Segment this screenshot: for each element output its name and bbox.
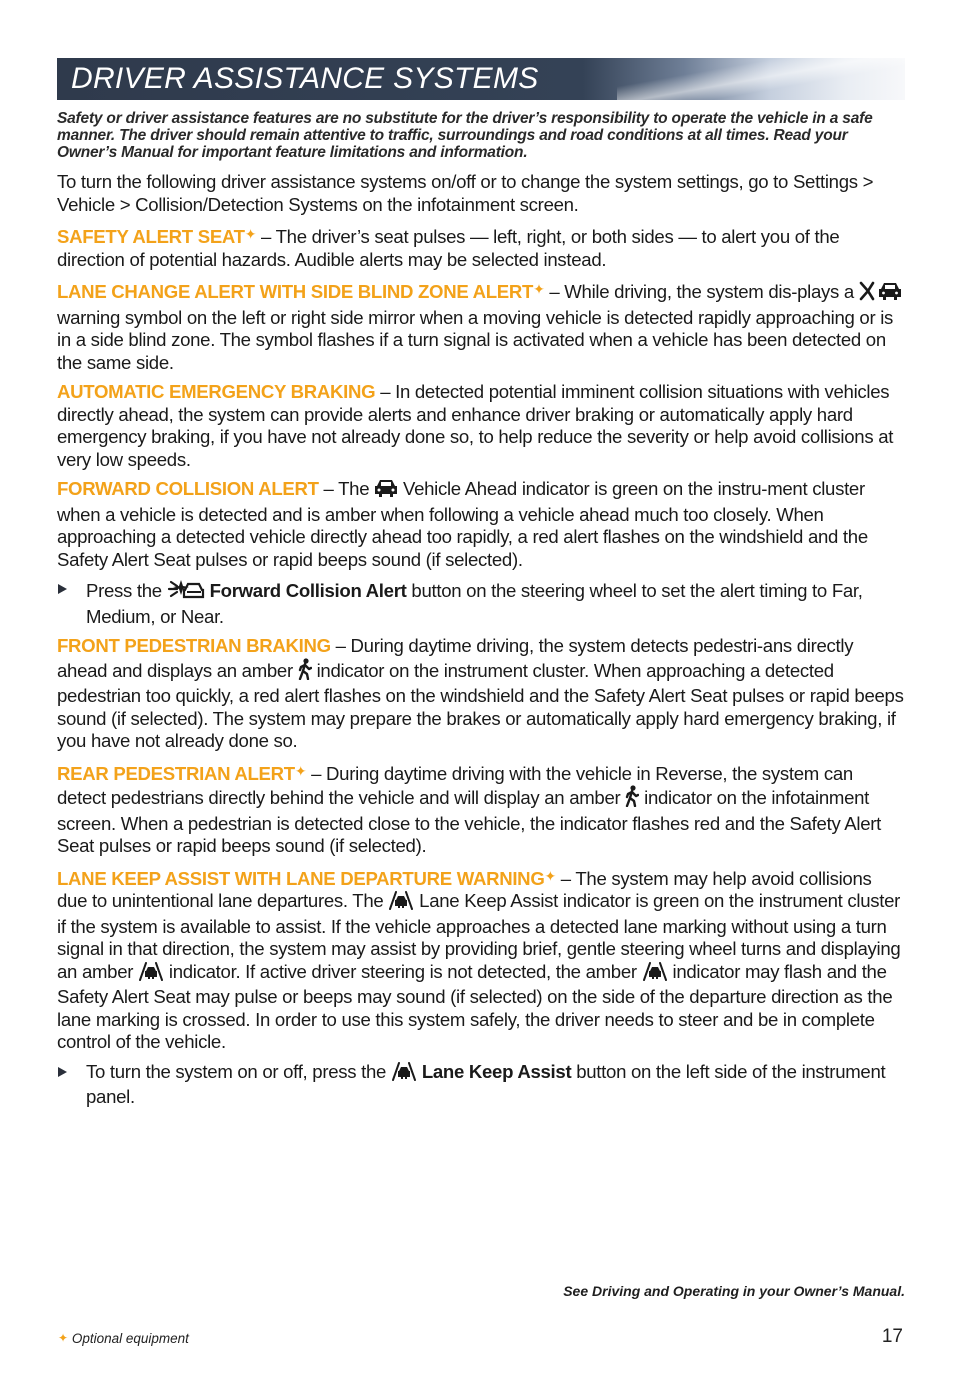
optional-star-icon: ✦ — [294, 762, 307, 779]
banner-highlight — [617, 58, 905, 100]
section-safety-alert-seat — [57, 223, 905, 271]
section-heading: FORWARD COLLISION ALERT — [57, 478, 319, 499]
section-body: Vehicle Ahead indicator is green on the instru-ment cluster when a vehicle is detected and is amber when following a vehicle ahead much too closely. When approaching a detected vehicle directly ahead too rapidly, a red alert flashes on the windshield and the Safety Alert Seat pulses or rapid beeps sound (if selected). — [57, 478, 868, 570]
section-heading: AUTOMATIC EMERGENCY BRAKING — [57, 381, 376, 402]
bullet-text: button on the steering wheel to set the alert timing to Far, Medium, or Near. — [86, 580, 863, 627]
section-body: – The — [318, 478, 375, 499]
section-body: – During daytime driving with the vehicle in Reverse, the system can detect pedestrians directly behind the vehicle and will display an amber — [57, 762, 853, 808]
section-body: – The driver’s seat pulses — left, right, or both sides — to alert you of the direction of potential hazards. Audible alerts may be selected instead. — [57, 226, 840, 270]
section-heading: SAFETY ALERT SEAT — [57, 226, 245, 247]
safety-disclaimer: Safety or driver assistance features are no substitute for the driver’s responsibility to operate the vehicle in a safe manner. The driver should remain attentive to traffic, surroundings and road conditions at all times. Read your Owner’s Manual for important feature limitations and information. — [57, 110, 873, 161]
section-body: – During daytime driving, the system detects pedestri-ans directly ahead and displays an amber — [57, 635, 854, 681]
optional-star-icon: ✦ — [244, 226, 257, 242]
lane-keep-assist-icon — [391, 1061, 417, 1087]
bullet-bold-label: Forward Collision Alert — [204, 580, 407, 601]
page-number: 17 — [881, 1326, 903, 1347]
section-body: warning symbol on the left or right side mirror when a moving vehicle is detected rapidly approaching or is in a side blind zone. The symbol flashes if a turn signal is activated when a vehicle has been detected on the same side. — [57, 306, 894, 373]
owners-manual-reference: See Driving and Operating in your Owner’s Manual. — [563, 1283, 905, 1299]
lane-keep-assist-icon — [388, 890, 414, 916]
section-body: – The system may help avoid collisions due to unintentional lane departures. The — [57, 867, 872, 911]
section-body: Lane Keep Assist indicator is green on the instrument cluster if the system is available to assist. If the vehicle approaches a detected lane marking without using a turn signal in that direction, the system may assist by providing brief, gentle steering wheel turns and displaying an amber — [57, 890, 901, 982]
page-title: DRIVER ASSISTANCE SYSTEMS — [71, 62, 539, 95]
bullet-text: Press the — [86, 580, 167, 601]
bullet-bold-label: Lane Keep Assist — [416, 1060, 572, 1082]
section-heading: FRONT PEDESTRIAN BRAKING — [57, 635, 331, 656]
optional-equipment-note — [58, 1331, 189, 1346]
optional-star-icon: ✦ — [58, 1331, 69, 1345]
bullet-lane-keep-assist — [57, 1061, 905, 1109]
pedestrian-icon — [298, 658, 312, 686]
pedestrian-icon — [625, 785, 639, 813]
optional-equipment-label: Optional equipment — [71, 1331, 189, 1346]
section-body: indicator on the instrument cluster. When approaching a detected pedestrian too quickly, a red alert flashes on the windshield and the Safety Alert Seat pulses or rapid beeps sound (if selected). The system may prepare the brakes or automatically apply hard emergency braking, if you have not already done so. — [57, 659, 904, 751]
section-heading: LANE KEEP ASSIST WITH LANE DEPARTURE WARNING — [57, 867, 545, 889]
section-banner — [57, 58, 905, 100]
section-lane-change-alert — [57, 278, 905, 374]
section-body: indicator on the infotainment screen. When a pedestrian is detected close to the vehicle, the indicator flashes red and the Safety Alert Seat pulses or rapid beeps sound (if selected). — [57, 787, 882, 856]
section-rear-pedestrian-alert — [57, 760, 905, 858]
main-content — [57, 110, 905, 1116]
section-forward-collision-alert — [57, 478, 905, 571]
lane-keep-assist-icon — [642, 961, 668, 987]
section-heading: REAR PEDESTRIAN ALERT — [57, 762, 295, 784]
section-lane-keep-assist — [57, 865, 905, 1054]
bullet-triangle-icon — [58, 1067, 67, 1077]
optional-star-icon: ✦ — [544, 867, 556, 884]
bullet-forward-collision-alert — [57, 578, 905, 628]
side-blind-zone-icon — [859, 281, 905, 307]
lane-keep-assist-icon — [138, 961, 164, 987]
section-body: – In detected potential imminent collision situations with vehicles directly ahead, the system can provide alerts and enhance driver braking or automatically apply hard emergency braking, if you have not already done so, to help reduce the severity or help avoid collisions at very low speeds. — [57, 381, 894, 470]
section-body: indicator. If active driver steering is not detected, the amber — [164, 960, 642, 982]
vehicle-ahead-icon — [374, 478, 398, 504]
section-body: indicator may flash and the Safety Alert Seat may pulse or beeps may sound (if selected) on the side of the departure direction as the lane marking is crossed. In order to use this system safely, the driver needs to steer and be in complete control of the vehicle. — [57, 960, 893, 1052]
forward-collision-alert-icon — [167, 578, 205, 606]
bullet-text: To turn the system on or off, press the — [86, 1060, 391, 1082]
section-heading: LANE CHANGE ALERT WITH SIDE BLIND ZONE ALERT — [57, 281, 534, 302]
bullet-text: button on the left side of the instrument panel. — [86, 1060, 886, 1107]
section-body: – While driving, the system dis-plays a — [544, 281, 859, 302]
bullet-triangle-icon — [58, 584, 67, 594]
optional-star-icon: ✦ — [533, 281, 545, 297]
intro-paragraph: To turn the following driver assistance systems on/off or to change the system settings, go to Settings > Vehicle > Collision/Detection Systems on the infotainment screen. — [57, 171, 874, 215]
section-automatic-emergency-braking — [57, 381, 905, 471]
section-front-pedestrian-braking — [57, 635, 905, 753]
